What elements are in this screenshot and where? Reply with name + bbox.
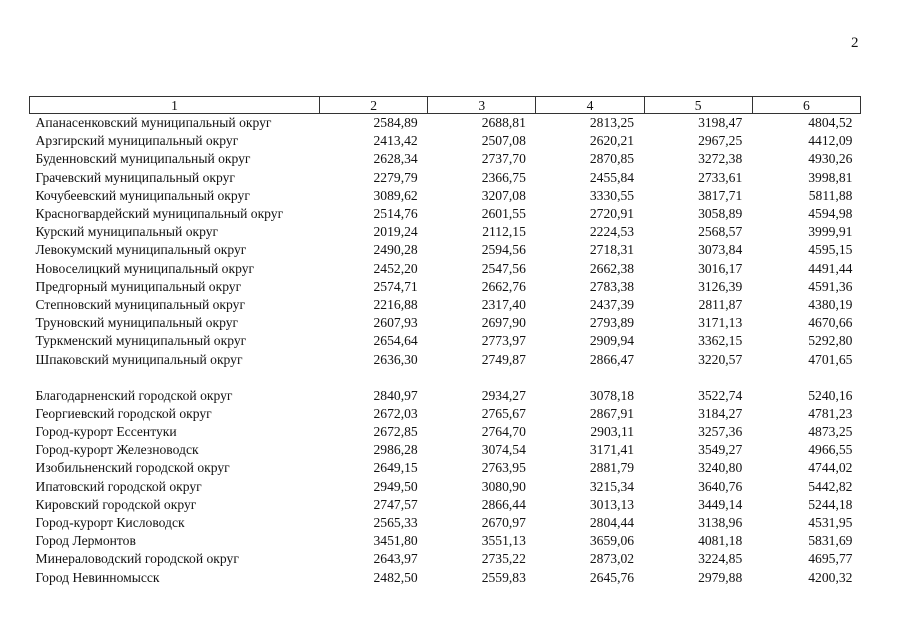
row-value: 3138,96 bbox=[698, 515, 743, 531]
row-value: 3224,85 bbox=[698, 551, 743, 567]
row-value: 2482,50 bbox=[373, 569, 418, 585]
row-value: 4595,15 bbox=[808, 242, 853, 258]
table-row bbox=[30, 241, 861, 259]
row-value: 4695,77 bbox=[808, 551, 853, 567]
row-value: 2979,88 bbox=[698, 569, 743, 585]
row-value: 2720,91 bbox=[589, 206, 635, 222]
table-row bbox=[30, 260, 861, 278]
row-value: 2645,76 bbox=[589, 569, 635, 585]
column-header: 4 bbox=[536, 97, 644, 114]
row-value: 2870,85 bbox=[589, 151, 635, 167]
table-row bbox=[30, 550, 861, 568]
row-value: 2793,89 bbox=[589, 315, 635, 331]
row-value: 4930,26 bbox=[808, 151, 853, 167]
table-row bbox=[30, 150, 861, 168]
row-value: 3272,38 bbox=[698, 151, 743, 167]
table-row bbox=[30, 423, 861, 441]
table-row bbox=[30, 296, 861, 314]
row-name: Предгорный муниципальный округ bbox=[35, 278, 242, 294]
row-value: 4804,52 bbox=[808, 115, 853, 131]
row-value: 2934,27 bbox=[481, 387, 526, 403]
column-header-row bbox=[30, 97, 861, 114]
row-value: 3171,41 bbox=[589, 442, 635, 458]
row-value: 2317,40 bbox=[481, 296, 526, 312]
row-value: 2747,57 bbox=[373, 496, 418, 512]
group-spacer-cell bbox=[30, 369, 861, 387]
row-value: 2620,21 bbox=[589, 133, 635, 149]
row-value: 3080,90 bbox=[481, 478, 526, 494]
row-value: 2986,28 bbox=[373, 442, 418, 458]
row-name: Изобильненский городской округ bbox=[35, 460, 230, 476]
row-value: 2672,85 bbox=[373, 424, 418, 440]
row-value: 3817,71 bbox=[698, 187, 743, 203]
row-value: 2783,38 bbox=[589, 278, 635, 294]
table-row bbox=[30, 441, 861, 459]
row-value: 3999,91 bbox=[808, 224, 853, 240]
row-value: 3522,74 bbox=[698, 387, 743, 403]
row-name: Город Лермонтов bbox=[35, 533, 136, 549]
table-row bbox=[30, 169, 861, 187]
group-spacer bbox=[30, 369, 861, 387]
row-value: 2881,79 bbox=[589, 460, 635, 476]
table-row bbox=[30, 205, 861, 223]
column-header: 1 bbox=[30, 97, 320, 114]
table-row bbox=[30, 114, 861, 133]
row-name: Благодарненский городской округ bbox=[35, 387, 233, 403]
row-value: 3058,89 bbox=[698, 206, 743, 222]
row-value: 2112,15 bbox=[482, 224, 526, 240]
row-value: 5831,69 bbox=[808, 533, 853, 549]
row-value: 2804,44 bbox=[589, 515, 635, 531]
table-row bbox=[30, 314, 861, 332]
row-value: 3551,13 bbox=[481, 533, 526, 549]
row-value: 4781,23 bbox=[808, 405, 853, 421]
row-value: 2413,42 bbox=[373, 133, 418, 149]
row-name: Красногвардейский муниципальный округ bbox=[35, 206, 284, 222]
row-value: 2763,95 bbox=[481, 460, 526, 476]
row-value: 3998,81 bbox=[808, 169, 853, 185]
row-value: 3013,13 bbox=[589, 496, 635, 512]
row-value: 5244,18 bbox=[808, 496, 853, 512]
row-value: 2654,64 bbox=[373, 333, 418, 349]
row-name: Минераловодский городской округ bbox=[35, 551, 239, 567]
row-value: 2514,76 bbox=[373, 206, 418, 222]
row-value: 2490,28 bbox=[373, 242, 418, 258]
row-value: 3074,54 bbox=[481, 442, 526, 458]
row-value: 4081,18 bbox=[698, 533, 743, 549]
row-value: 4491,44 bbox=[808, 260, 853, 276]
table-row bbox=[30, 405, 861, 423]
row-value: 2607,93 bbox=[373, 315, 418, 331]
row-value: 4744,02 bbox=[808, 460, 853, 476]
row-value: 3362,15 bbox=[698, 333, 743, 349]
row-value: 2773,97 bbox=[481, 333, 526, 349]
row-value: 3215,34 bbox=[589, 478, 635, 494]
row-value: 3659,06 bbox=[589, 533, 635, 549]
row-value: 5442,82 bbox=[808, 478, 853, 494]
table-row bbox=[30, 478, 861, 496]
row-name: Труновский муниципальный округ bbox=[35, 315, 239, 331]
row-value: 2688,81 bbox=[481, 115, 526, 131]
row-value: 2672,03 bbox=[373, 405, 418, 421]
row-value: 2670,97 bbox=[481, 515, 526, 531]
row-value: 4701,65 bbox=[808, 351, 853, 367]
row-value: 2584,89 bbox=[373, 115, 418, 131]
row-name: Новоселицкий муниципальный округ bbox=[35, 260, 255, 276]
row-name: Ипатовский городской округ bbox=[35, 478, 202, 494]
row-value: 2574,71 bbox=[373, 278, 418, 294]
row-value: 2866,47 bbox=[589, 351, 635, 367]
table-row bbox=[30, 569, 861, 587]
row-value: 2216,88 bbox=[373, 296, 418, 312]
row-name: Апанасенковский муниципальный округ bbox=[35, 115, 272, 131]
row-value: 2737,70 bbox=[481, 151, 526, 167]
row-value: 4670,66 bbox=[808, 315, 853, 331]
row-value: 2813,25 bbox=[589, 115, 635, 131]
row-value: 2733,61 bbox=[698, 169, 743, 185]
table-row bbox=[30, 514, 861, 532]
row-value: 3198,47 bbox=[698, 115, 743, 131]
table-row bbox=[30, 278, 861, 296]
row-value: 2547,56 bbox=[481, 260, 526, 276]
row-value: 2909,94 bbox=[589, 333, 635, 349]
row-value: 2765,67 bbox=[481, 405, 526, 421]
page-number: 2 bbox=[851, 35, 859, 51]
row-value: 2873,02 bbox=[589, 551, 635, 567]
row-value: 2697,90 bbox=[481, 315, 526, 331]
column-header: 2 bbox=[320, 97, 428, 114]
row-value: 3257,36 bbox=[698, 424, 743, 440]
row-value: 4591,36 bbox=[808, 278, 853, 294]
row-name: Левокумский муниципальный округ bbox=[35, 242, 247, 258]
table-row bbox=[30, 132, 861, 150]
row-value: 2568,57 bbox=[698, 224, 743, 240]
row-name: Город-курорт Кисловодск bbox=[35, 515, 185, 531]
row-value: 4966,55 bbox=[808, 442, 853, 458]
row-value: 2224,53 bbox=[589, 224, 635, 240]
row-value: 2662,76 bbox=[481, 278, 526, 294]
row-value: 2735,22 bbox=[481, 551, 526, 567]
row-value: 2452,20 bbox=[373, 260, 418, 276]
row-value: 3016,17 bbox=[698, 260, 743, 276]
row-value: 3330,55 bbox=[589, 187, 635, 203]
row-value: 2811,87 bbox=[698, 296, 743, 312]
table-row bbox=[30, 459, 861, 477]
row-value: 3240,80 bbox=[698, 460, 743, 476]
row-value: 3184,27 bbox=[698, 405, 743, 421]
row-value: 2903,11 bbox=[590, 424, 635, 440]
row-name: Шпаковский муниципальный округ bbox=[35, 351, 243, 367]
table-body bbox=[30, 114, 861, 587]
row-value: 3089,62 bbox=[373, 187, 418, 203]
row-name: Туркменский муниципальный округ bbox=[35, 333, 247, 349]
row-value: 3449,14 bbox=[698, 496, 743, 512]
row-name: Кировский городской округ bbox=[35, 496, 197, 512]
table-row bbox=[30, 387, 861, 405]
row-value: 2643,97 bbox=[373, 551, 418, 567]
row-name: Город-курорт Железноводск bbox=[35, 442, 199, 458]
row-value: 3126,39 bbox=[698, 278, 743, 294]
row-value: 3207,08 bbox=[481, 187, 526, 203]
row-value: 2366,75 bbox=[481, 169, 526, 185]
row-value: 2749,87 bbox=[481, 351, 526, 367]
data-table bbox=[29, 96, 861, 587]
row-name: Арзгирский муниципальный округ bbox=[35, 133, 239, 149]
row-value: 2867,91 bbox=[589, 405, 635, 421]
row-value: 2437,39 bbox=[589, 296, 635, 312]
table-row bbox=[30, 532, 861, 550]
row-value: 4873,25 bbox=[808, 424, 853, 440]
row-value: 2507,08 bbox=[481, 133, 526, 149]
row-value: 3451,80 bbox=[373, 533, 418, 549]
row-name: Кочубеевский муниципальный округ bbox=[35, 187, 250, 203]
table-row bbox=[30, 350, 861, 368]
row-value: 2019,24 bbox=[373, 224, 418, 240]
row-value: 3220,57 bbox=[698, 351, 743, 367]
row-value: 2565,33 bbox=[373, 515, 418, 531]
row-name: Грачевский муниципальный округ bbox=[35, 169, 235, 185]
row-value: 4594,98 bbox=[808, 206, 853, 222]
row-value: 2649,15 bbox=[373, 460, 418, 476]
column-header: 6 bbox=[752, 97, 860, 114]
row-name: Степновский муниципальный округ bbox=[35, 296, 246, 312]
row-value: 2455,84 bbox=[589, 169, 635, 185]
row-value: 3640,76 bbox=[698, 478, 743, 494]
row-value: 2601,55 bbox=[481, 206, 526, 222]
row-value: 2949,50 bbox=[373, 478, 418, 494]
row-value: 3073,84 bbox=[698, 242, 743, 258]
row-value: 2628,34 bbox=[373, 151, 418, 167]
row-value: 2662,38 bbox=[589, 260, 635, 276]
row-value: 5292,80 bbox=[808, 333, 853, 349]
row-name: Георгиевский городской округ bbox=[35, 405, 212, 421]
table-row bbox=[30, 187, 861, 205]
row-name: Курский муниципальный округ bbox=[35, 224, 219, 240]
column-header: 5 bbox=[644, 97, 752, 114]
row-value: 2636,30 bbox=[373, 351, 418, 367]
row-value: 5811,88 bbox=[808, 187, 853, 203]
table-row bbox=[30, 332, 861, 350]
table-row bbox=[30, 496, 861, 514]
row-value: 2279,79 bbox=[373, 169, 418, 185]
row-value: 2866,44 bbox=[481, 496, 526, 512]
row-value: 4380,19 bbox=[808, 296, 853, 312]
row-value: 5240,16 bbox=[808, 387, 853, 403]
row-value: 4531,95 bbox=[808, 515, 853, 531]
row-value: 2594,56 bbox=[481, 242, 526, 258]
row-value: 3171,13 bbox=[698, 315, 743, 331]
row-value: 2718,31 bbox=[589, 242, 635, 258]
column-header: 3 bbox=[428, 97, 536, 114]
row-value: 2967,25 bbox=[698, 133, 743, 149]
row-name: Город-курорт Ессентуки bbox=[35, 424, 177, 440]
row-name: Город Невинномысск bbox=[35, 569, 160, 585]
row-name: Буденновский муниципальный округ bbox=[35, 151, 251, 167]
row-value: 2840,97 bbox=[373, 387, 418, 403]
row-value: 2764,70 bbox=[481, 424, 526, 440]
row-value: 3078,18 bbox=[589, 387, 635, 403]
row-value: 2559,83 bbox=[481, 569, 526, 585]
table-row bbox=[30, 223, 861, 241]
row-value: 4200,32 bbox=[808, 569, 853, 585]
row-value: 4412,09 bbox=[808, 133, 853, 149]
row-value: 3549,27 bbox=[698, 442, 743, 458]
